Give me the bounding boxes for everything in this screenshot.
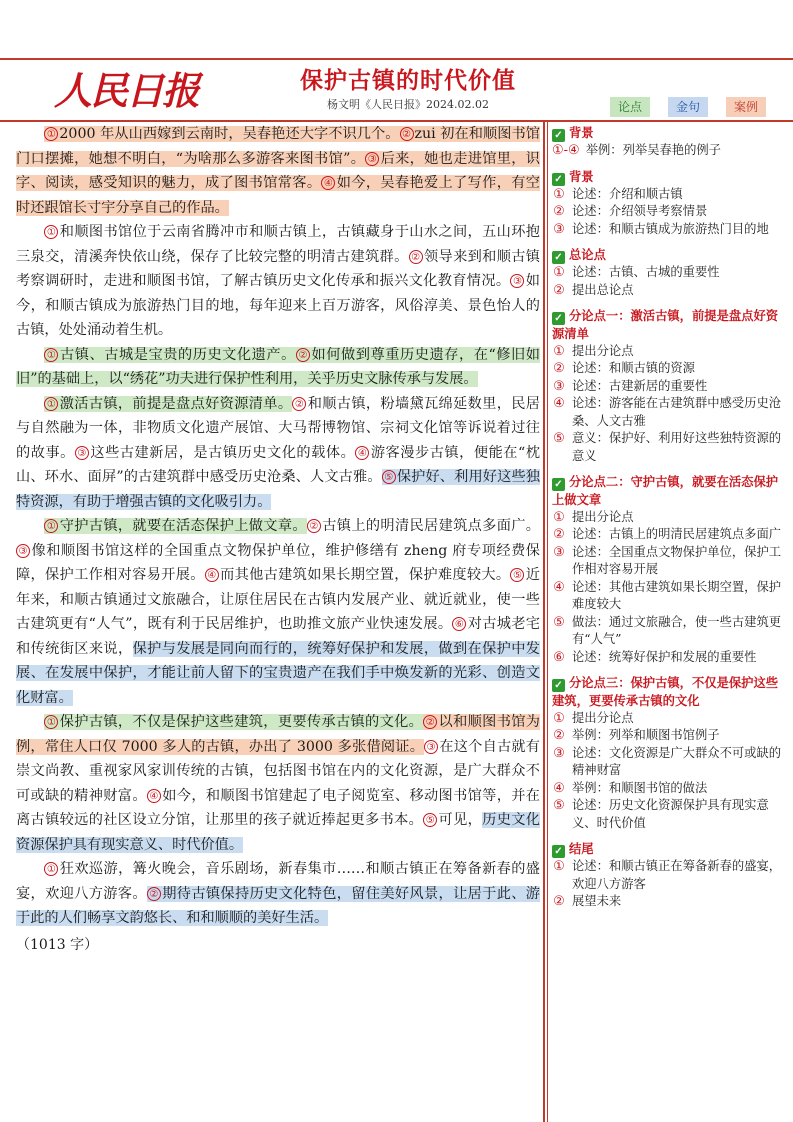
item-number: ② [553,527,565,542]
outline-item: ⑤ 论述：历史文化资源保护具有现实意义、时代价值 [553,798,769,830]
checkbox-icon: ✓ [552,173,565,186]
legend-argument: 论点 [610,97,650,117]
outline-sidebar [552,124,788,919]
outline-item: ③ 论述：文化资源是广大群众不可或缺的精神财富 [553,745,782,777]
item-number: ⑥ [553,649,565,665]
item-number: ② [553,894,565,909]
checkbox-icon: ✓ [552,845,565,858]
outline-section [552,307,788,465]
paragraph-1: ① 2000 年从山西嫁到云南时，吴春艳还大字不识几个。 ② zui 初在和顺图书馆门口摆摊，她想不明白，“为啥那么多游客来图书馆”。 ③ 后来，她也走进馆里，识字、阅读，感受知识的魅力，成了图书馆常客。 ④ 如今，吴春艳爱上了写作，有空时还跟馆长寸宇分享自己的作品。 [16,126,540,216]
paragraph-4: ① 激活古镇，前提是盘点好资源清单。 ② 和顺古镇，粉墙黛瓦绵延数里，民居与自然融为一体，非物质文化遗产展馆、大马帮博物馆、宗祠文化馆等诉说着过往的故事。 ③ 这些古建新居，是古镇历史文化的载体。 ④ 游客漫步古镇，便能在“枕山、环水、面屏”的古建筑群中感受历史沧桑、人文古雅。 ⑤ 保护好、利用好这些独特资源，有助于增强古镇的文化吸引力。 [16,395,540,510]
outline-section [552,124,788,160]
item-number: ③ [553,221,565,237]
outline-heading: ✓ 结尾 [552,840,788,858]
outline-section [552,246,788,299]
item-number: ④ [553,579,565,595]
outline-item: ④ 论述：游客能在古建筑群中感受历史沧桑、人文古雅 [553,396,782,428]
outline-item: ⑤ 意义：保护好、利用好这些独特资源的意义 [553,431,782,463]
outline-item: ① 提出分论点 [553,710,634,726]
article-body [16,122,540,957]
paragraph-6: ① 保护古镇，不仅是保护这些建筑，更要传承古镇的文化。 ② 以和顺图书馆为例，常住人口仅 7000 多人的古镇，办出了 3000 多张借阅证。 ③ 在这个自古就有崇文尚教、重视家风家训传统的古镇，包括图书馆在内的文化资源，是广大群众不可或缺的精神财富。 ④ 如今，和顺图书馆建起了电子阅览室、移动图书馆等，并在离古镇较远的社区设立分馆，让那里的孩子就近捧起更多书本。 ⑤ 可见，历史文化资源保护具有现实意义、时代价值。 [16,714,540,853]
outline-item: ① 提出分论点 [553,509,634,525]
outline-item: ③ 论述：古建新居的重要性 [553,378,708,394]
outline-heading: ✓ 背景 [552,124,788,142]
outline-item: ① 论述：介绍和顺古镇 [553,186,683,202]
outline-item: ② 提出总论点 [553,282,634,298]
outline-item: ①-④ 举例：列举吴春艳的例子 [552,143,721,158]
paragraph-2: ① 和顺图书馆位于云南省腾冲市和顺古镇上，古镇藏身于山水之间，五山环抱三泉交，清溪奔快依山绕，保存了比较完整的明清古建筑群。 ② 领导来到和顺古镇考察调研时，走进和顺图书馆，了解古镇历史文化传承和振兴文化教育情况。 ③ 如今，和顺古镇成为旅游热门目的地，每年迎来上百万游客，风俗淳美、景色怡人的古镇，处处涌动着生机。 [16,224,540,338]
item-number: ⑤ [553,798,565,813]
page-title: 保护古镇的时代价值 [300,67,516,94]
item-number: ① [553,710,565,726]
outline-item: ② 论述：介绍领导考察情景 [553,204,708,219]
checkbox-icon: ✓ [552,129,565,142]
outline-item: ② 展望未来 [553,894,622,909]
outline-section [552,473,788,666]
legend-quote: 金句 [668,97,708,117]
item-number: ① [553,343,565,359]
outline-heading: ✓ 分论点三：保护古镇，不仅是保护这些建筑，更要传承古镇的文化 [552,675,779,708]
newspaper-logo: 人民日报 [54,68,199,113]
item-number: ② [553,361,565,376]
outline-item: ④ 举例：和顺图书馆的做法 [553,780,708,796]
checkbox-icon: ✓ [552,679,565,692]
outline-item: ① 提出分论点 [553,343,634,359]
item-number: ⑤ [553,431,565,446]
item-number: ④ [553,396,565,411]
outline-item: ④ 论述：其他古建筑如果长期空置，保护难度较大 [553,579,782,611]
outline-item: ③ 论述：和顺古镇成为旅游热门目的地 [553,221,769,237]
paragraph-5: ① 守护古镇，就要在活态保护上做文章。 ② 古镇上的明清民居建筑点多面广。③ 像和顺图书馆这样的全国重点文物保护单位，维护修缮有 zheng 府专项经费保障，保护工作相对容易开展。 ④ 而其他古建筑如果长期空置，保护难度较大。 ⑤ 近年来，和顺古镇通过文旅融合，让原住居民在古镇内发展产业、就近就业，使一些古建筑更有“人气”，既有利于民居维护，也助推文旅产业快速发展。 ⑥ 对古城老宅和传统街区来说，保护与发展是同向而行的，统筹好保护和发展，做到在保护中发展、在发展中保护，才能让前人留下的宝贵遗产在我们手中焕发新的光彩、创造文化财富。 [16,518,540,706]
word-count: （1013 字） [16,936,99,953]
item-number: ⑤ [553,614,565,630]
item-number: ③ [553,378,565,394]
outline-item: ② 举例：列举和顺图书馆例子 [553,728,720,743]
outline-item: ⑤ 做法：通过文旅融合，使一些古建筑更有“人气” [553,614,782,646]
item-number: ①-④ [552,143,580,158]
item-number: ④ [553,780,565,796]
outline-heading: ✓ 背景 [552,168,788,186]
item-number: ③ [553,544,565,560]
item-number: ① [553,186,565,202]
outline-item: ② 论述：古镇上的明清民居建筑点多面广 [553,527,782,542]
item-number: ① [553,265,565,280]
outline-item: ③ 论述：全国重点文物保护单位，保护工作相对容易开展 [553,544,782,576]
paragraph-7: ① 狂欢巡游，篝火晚会，音乐剧场，新春集市……和顺古镇正在筹备新春的盛宴，欢迎八方游客。 ② 期待古镇保持历史文化特色，留住美好风景，让居于此、游于此的人们畅享文韵悠长、和和顺顺的美好生活。 [16,861,540,926]
checkbox-icon: ✓ [552,312,565,325]
legend-example: 案例 [726,97,766,117]
outline-section [552,674,788,832]
item-number: ① [553,859,565,874]
outline-item: ⑥ 论述：统筹好保护和发展的重要性 [553,649,757,665]
item-number: ② [553,728,565,743]
outline-item: ② 论述：和顺古镇的资源 [553,361,695,376]
column-divider [543,120,545,1122]
outline-heading: ✓ 分论点二：守护古镇，就要在活态保护上做文章 [552,474,779,507]
byline: 杨文明《人民日报》2024.02.02 [327,98,489,111]
column-divider-thin [547,120,548,1122]
checkbox-icon: ✓ [552,251,565,264]
outline-heading: ✓ 总论点 [552,246,788,264]
item-number: ① [553,509,565,525]
item-number: ③ [553,745,565,761]
item-number: ② [553,204,565,219]
outline-item: ① 论述：和顺古镇正在筹备新春的盛宴，欢迎八方游客 [553,859,782,891]
outline-section [552,168,788,239]
paragraph-3: ① 古镇、古城是宝贵的历史文化遗产。 ② 如何做到尊重历史遗存，在“修旧如旧”的基础上，以“绣花”功夫进行保护性利用，关乎历史文脉传承与发展。 [16,346,540,387]
outline-heading: ✓ 分论点一：激活古镇，前提是盘点好资源清单 [552,308,779,341]
item-number: ② [553,282,565,298]
checkbox-icon: ✓ [552,478,565,491]
outline-section [552,840,788,911]
outline-item: ① 论述：古镇、古城的重要性 [553,265,720,280]
